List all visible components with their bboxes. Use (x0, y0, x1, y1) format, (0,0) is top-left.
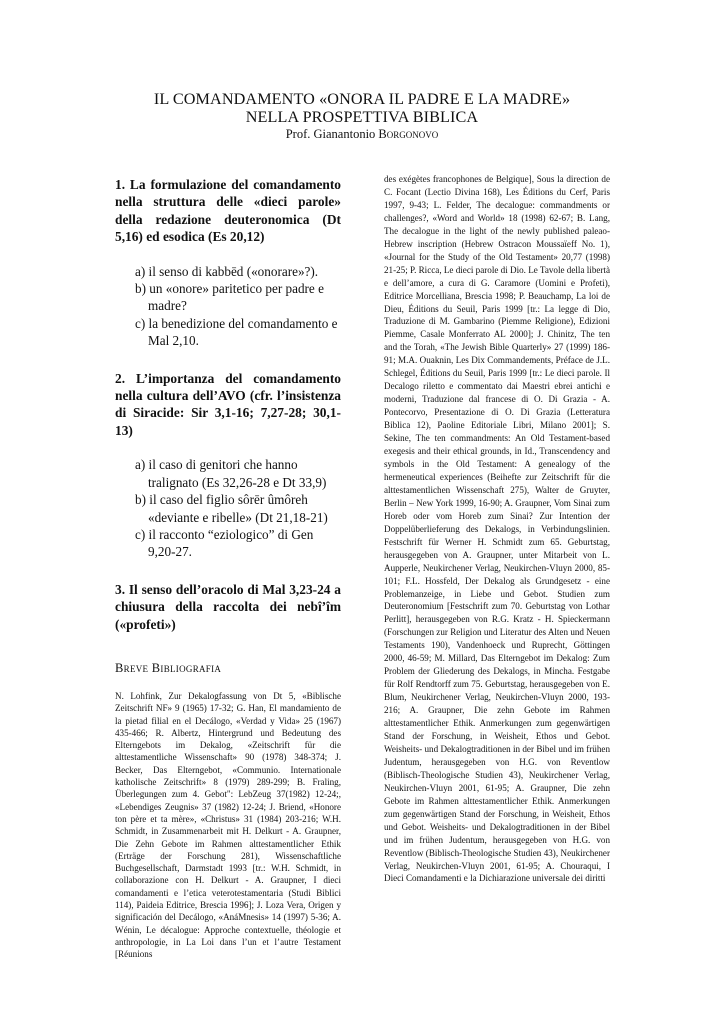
bibliography-title: Breve Bibliografia (115, 660, 222, 675)
section-1-heading: 1. La formulazione del comandamento nella struttura delle «dieci parole» della redazione deuteronomica (Dt 5,16) ed esodica (Es 20,12) (115, 177, 341, 245)
bibliography-right-text: des exégètes francophones de Belgique], Sous la direction de C. Focant (Lectio Divina 168), Les Éditions du Cerf, Paris 1997, 9-43; L. Felder, The decalogue: commandments or challenges?, «Word and World» 18 (1998) 62-67; B. Lang, The decalogue in the light of the newly published paleao-Hebrew inscription (Hebrew Ostracon Moussaïeff No. 1), «Journal for the Study of the Old Testament» 20,77 (1998) 21-25; P. Ricca, Le dieci parole di Dio. Le Tavole della libertà e dell’amore, a cura di G. Caramore (Uomini e Profeti), Editrice Morcelliana, Brescia 1998; P. Beauchamp, La loi de Dieu, Éditions du Seuil, Paris 1999 [tr.: La legge di Dio, Traduzione di M. Gambarino (Piemme Religione), Edizioni Piemme, Casale Monferrato AL 2000]; J. Chinitz, The ten and the Torah, «The Jewish Bible Quarterly» 27 (1999) 186-91; M.A. Ouaknin, Les Dix Commandements, Préface de J.L. Schlegel, Éditions du Seuil, Paris 1999 [tr.: Le dieci parole. Il Decalogo riletto e commentato dai Maestri ebrei antichi e moderni, Traduzione dal francese di O. Di Grazia - A. Pontecorvo, Presentazione di O. Di Grazia (Letteratura Biblica 12), Paoline Editoriale Libri, Milano 2001]; S. Sekine, The ten commandments: An Old Testament-based exegesis and their ethical grounds, in Id., Transcendency and symbols in the Old Testament: A genealogy of the hermeneutical experiences (Beihefte zur Zeitschrift für die alttestamentlichen Wissenschaft 275), Walter de Gruyter, Berlin – New York 1999, 16-90; A. Graupner, Vom Sinai zum Horeb oder vom Horeb zum Sinai? Zur Intention der Doppelüberlieferung des Dekalogs, in Verbindungslinien. Festschrift für Werner H. Schmidt zum 65. Geburtstag, herausgegeben von A. Graupner, unter Mitarbeit von L. Aupperle, Neukirchener Verlag, Neukirchen-Vluyn 2000, 85-101; F.L. Hossfeld, Der Dekalog als Grundgesetz - eine Problemanzeige, in Liebe und Gebot. Studien zum Deuteronomium [Festschrift zum 70. Geburtstag von Lothar Perlitt], herausgegeben von R.G. Kratz - H. Spieckermann (Forschungen zur Religion und Literatur des Alten und Neuen Testaments 190), Vandenhoeck und Ruprecht, Göttingen 2000, 46-59; M. Millard, Das Elterngebot im Dekalog: Zum Problem der Gliederung des Dekalogs, in Mincha. Festgabe für Rolf Rendtorff zum 75. Geburtstag, herausgegeben von E. Blum, Neukirchener Verlag, Neukirchen-Vluyn 2000, 193-216; A. Graupner, Die zehn Gebote im Rahmen alttestamentlicher Ethik. Anmerkungen zum gegenwärtigen Stand der Forschung, in Weisheit, Ethos und Gebot. Weisheits- und Dekalogtraditionen in der Bibel und im frühen Judentum, herausgegeben von H.G. von Reventlow (Biblisch-Theologische Studien 43), Neukirchener Verlag, Neukirchen-Vluyn 2001, 61-95; A. Graupner, Die zehn Gebote im Rahmen alttestamentlicher Ethik. Anmerkungen zum gegenwärtigen Stand der Forschung, in Weisheit, Ethos und Gebot. Weisheits- und Dekalogtraditionen in der Bibel und im frühen Judentum, herausgegeben von H.G. von Reventlow (Biblisch-Theologische Studien 43), Neukirchener Verlag, Neukirchen-Vluyn 2001, 61-95; A. Chouraqui, I Dieci Comandamenti e la Dichiarazione universale dei diritti (384, 174, 610, 884)
section-3-heading: 3. Il senso dell’oracolo di Mal 3,23-24 a chiusura della raccolta dei nebî’îm («profeti») (115, 581, 341, 632)
author-surname: Borgonovo (378, 127, 439, 141)
section-2-item-c: c) il racconto “eziologico” di Gen 9,20-27. (135, 526, 314, 560)
page-header (0, 90, 724, 142)
section-1-items (135, 263, 341, 350)
section-1-item-c: c) la benedizione del comandamento e Mal 2,10. (135, 315, 338, 349)
author-prefix: Prof. Gianantonio (285, 127, 379, 141)
bibliography-left-text: N. Lohfink, Zur Dekalogfassung von Dt 5, «Biblische Zeitschrift NF» 9 (1965) 17-32; G. Han, El mandamiento de la pietad filial en el Decálogo, «Verdad y Vida» 25 (1967) 435-466; R. Albertz, Hintergrund und Bedeutung des Elterngebots im Dekalog, «Zeitschrift für die alttestamentliche Wissenschaft» 90 (1978) 348-374; J. Becker, Das Elterngebot, «Communio. Internationale katholische Zeitschrift» 8 (1979) 289-299; B. Fraling, Überlegungen zum 4. Gebot": LebZeug 37(1982) 12-24;, «Lebendiges Zeugnis» 37 (1982) 12-24; J. Briend, «Honore ton père et ta mère», «Christus» 31 (1984) 203-216; W.H. Schmidt, in Zusammenarbeit mit H. Delkurt - A. Graupner, Die Zehn Gebote im Rahmen alttestamentlicher Ethik (Erträge der Forschung 281), Wissenschaftliche Buchgesellschaft, Darmstadt 1993 [tr.: W.H. Schmidt, in collaborazione con H. Delkurt - A. Graupner, I dieci comandamenti e l’etica veterotestamentaria (Studi Biblici 114), Paideia Editrice, Brescia 1996]; J. Loza Vera, Origen y significación del Decálogo, «AnáMnesis» 14 (1997) 5-36; A. Wénin, Le décalogue: Approche contextuelle, théologie et anthropologie, in La Loi dans l’un et l’autre Testament [Réunions (115, 690, 341, 960)
section-2-items (135, 456, 341, 560)
section-2-heading: 2. L’importanza del comandamento nella cultura dell’AVO (cfr. l’insistenza di Siracide: Sir 3,1-16; 7,27-28; 30,1-13) (115, 370, 341, 438)
section-2-item-b: b) il caso del figlio sôrēr ûmôreh «deviante e ribelle» (Dt 21,18-21) (135, 492, 328, 525)
section-1-item-a: a) il senso di kabbēd («onorare»?). (135, 263, 319, 279)
section-1-item-b: b) un «onore» paritetico per padre e madre? (135, 281, 324, 314)
title-line-1: IL COMANDAMENTO «ONORA IL PADRE E LA MADRE» (153, 90, 571, 108)
section-2-item-a: a) il caso di genitori che hanno tralignato (Es 32,26-28 e Dt 33,9) (135, 457, 327, 490)
title-line-2: NELLA PROSPETTIVA BIBLICA (245, 108, 479, 126)
left-column (115, 176, 341, 960)
author-line (0, 126, 724, 142)
right-column (384, 173, 610, 885)
